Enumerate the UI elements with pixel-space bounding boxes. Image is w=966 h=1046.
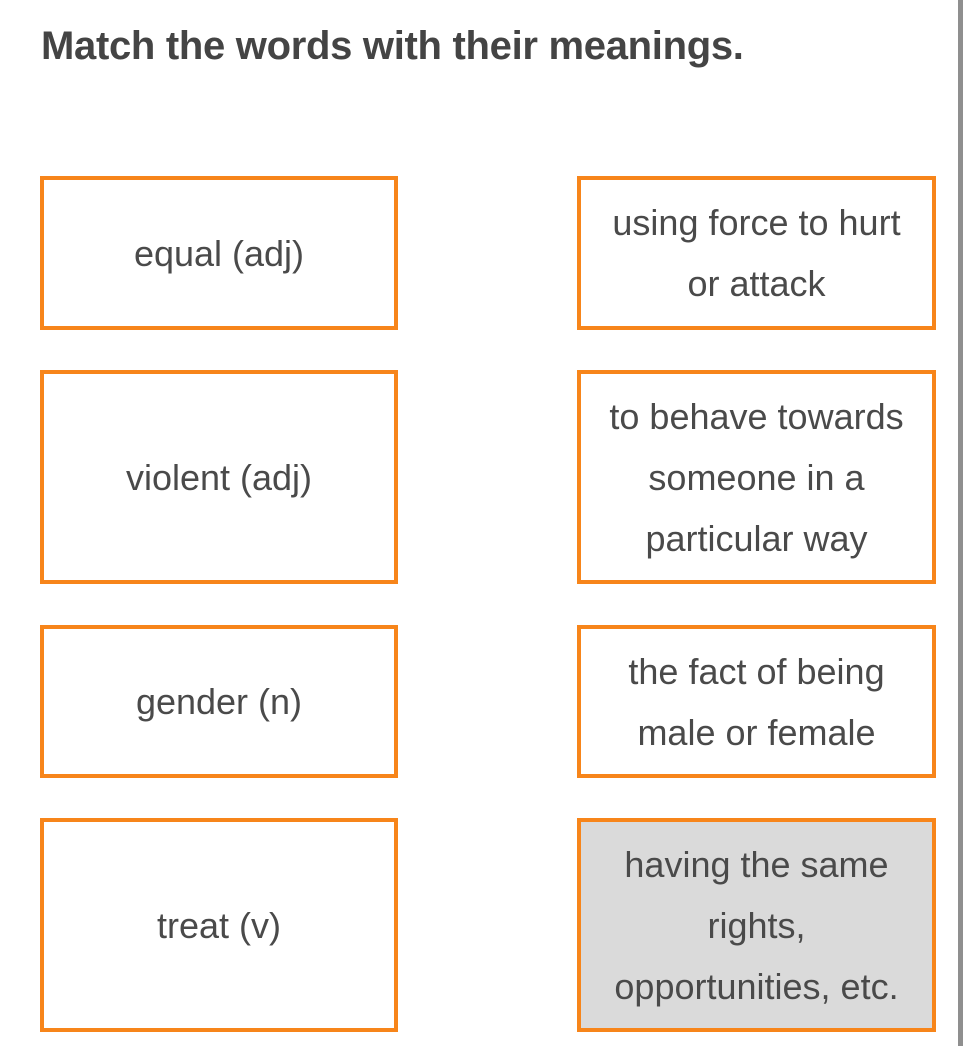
word-card-equal[interactable] <box>40 176 398 330</box>
word-label: equal (adj) <box>133 232 305 274</box>
meaning-label: using force to hurt or attack <box>612 202 901 304</box>
meaning-card-1[interactable] <box>577 176 936 330</box>
meaning-label: having the same rights, opportunities, etc. <box>614 843 899 1007</box>
meaning-card-3[interactable] <box>577 625 936 778</box>
meaning-card-2[interactable] <box>577 370 936 584</box>
meaning-label: to behave towards someone in a particular way <box>609 395 904 559</box>
word-card-violent[interactable] <box>40 370 398 584</box>
meaning-card-4-selected[interactable] <box>577 818 936 1032</box>
word-card-treat[interactable] <box>40 818 398 1032</box>
word-label: gender (n) <box>135 681 303 722</box>
word-card-gender[interactable] <box>40 625 398 778</box>
scrollbar-edge <box>958 0 963 1046</box>
exercise-instruction: Match the words with their meanings. <box>41 24 744 68</box>
word-label: treat (v) <box>156 904 281 946</box>
meaning-label: the fact of being male or female <box>628 650 885 753</box>
word-label: violent (adj) <box>125 456 313 498</box>
